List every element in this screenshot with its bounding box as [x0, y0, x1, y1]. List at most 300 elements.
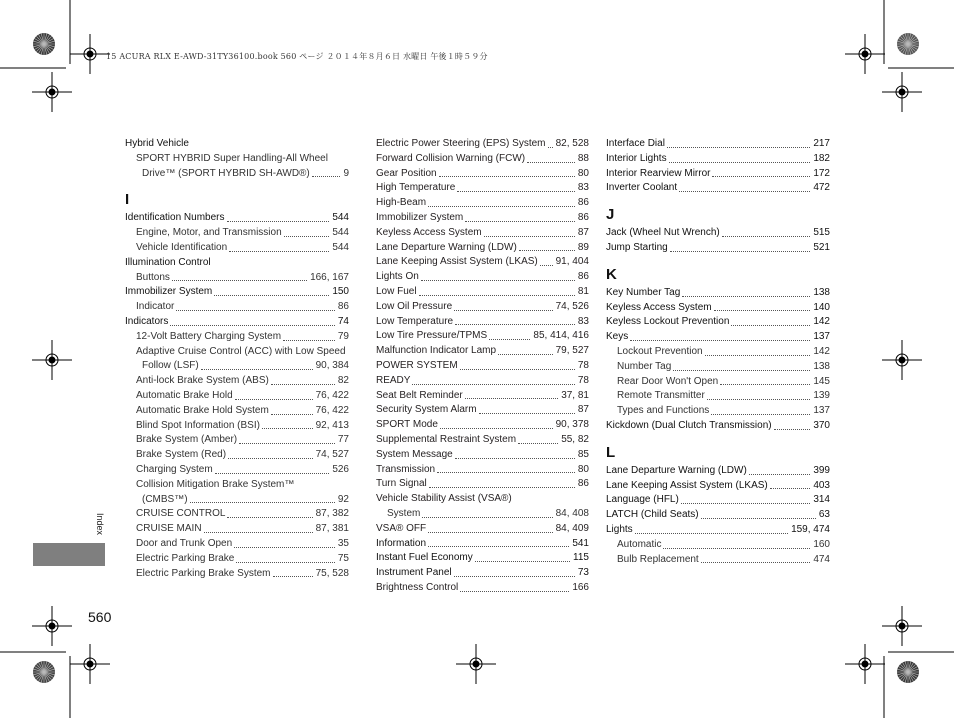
- entry-page-ref[interactable]: 84, 409: [555, 522, 589, 534]
- index-entry: [376, 181, 589, 196]
- entry-term: Instant Fuel Economy: [376, 552, 473, 564]
- entry-page-ref[interactable]: 87: [577, 226, 589, 238]
- entry-page-ref[interactable]: 87, 381: [315, 523, 349, 535]
- entry-term: Kickdown (Dual Clutch Transmission): [606, 419, 772, 431]
- index-entry: [125, 359, 349, 374]
- entry-term: Anti-lock Brake System (ABS): [136, 375, 269, 387]
- dot-leader: [707, 389, 811, 400]
- dot-leader: [667, 137, 810, 148]
- dot-leader: [215, 463, 330, 474]
- index-entry: [376, 448, 589, 463]
- index-entry: [606, 375, 830, 390]
- index-entry: [606, 137, 830, 152]
- dot-leader: [518, 433, 558, 444]
- entry-page-ref[interactable]: 137: [813, 405, 830, 417]
- index-entry: [125, 389, 349, 404]
- entry-term: System Message: [376, 448, 453, 460]
- index-entry: [606, 419, 830, 434]
- index-entry: [125, 522, 349, 537]
- entry-term: Lights: [606, 523, 633, 535]
- dot-leader: [701, 553, 811, 564]
- entry-term: Gear Position: [376, 167, 437, 179]
- entry-page-ref[interactable]: 140: [813, 301, 830, 313]
- dot-leader: [440, 418, 553, 429]
- dot-leader: [749, 464, 811, 475]
- entry-term: Keys: [606, 331, 629, 343]
- index-column-2: [376, 137, 589, 596]
- entry-term: CRUISE CONTROL: [136, 508, 226, 520]
- entry-term: Inverter Coolant: [606, 182, 678, 194]
- index-entry: [125, 345, 349, 360]
- entry-term: Lane Keeping Assist System (LKAS): [606, 479, 768, 491]
- entry-page-ref[interactable]: 544: [332, 227, 349, 239]
- dot-leader: [422, 507, 552, 518]
- dot-leader: [428, 196, 575, 207]
- entry-term: Indicators: [125, 315, 169, 327]
- entry-page-ref[interactable]: 403: [813, 479, 830, 491]
- index-entry: [606, 464, 830, 479]
- index-entry: [376, 315, 589, 330]
- entry-term: Hybrid Vehicle: [125, 138, 189, 149]
- entry-term: High Temperature: [376, 182, 456, 194]
- page-number: 560: [88, 609, 112, 625]
- index-entry: [125, 315, 349, 330]
- index-entry: [606, 389, 830, 404]
- color-rosette-icon: [897, 661, 919, 683]
- entry-page-ref[interactable]: 55, 82: [561, 433, 589, 445]
- entry-page-ref[interactable]: 76, 422: [315, 404, 349, 416]
- registration-target-icon: [32, 340, 72, 380]
- color-rosette-icon: [33, 33, 55, 55]
- entry-page-ref[interactable]: 92, 413: [315, 419, 349, 431]
- entry-term: Automatic: [617, 538, 662, 550]
- entry-page-ref[interactable]: 314: [813, 494, 830, 506]
- entry-term: System: [387, 507, 421, 519]
- entry-page-ref[interactable]: 86: [577, 271, 589, 283]
- index-entry: [376, 566, 589, 581]
- index-entry: [376, 137, 589, 152]
- index-entry: [376, 403, 589, 418]
- index-entry: [376, 329, 589, 344]
- dot-leader: [479, 403, 575, 414]
- dot-leader: [437, 463, 575, 474]
- index-entry: [125, 137, 349, 152]
- dot-leader: [312, 167, 341, 178]
- entry-page-ref[interactable]: 166: [572, 581, 589, 593]
- entry-page-ref[interactable]: 75: [337, 552, 349, 564]
- index-entry: [125, 271, 349, 286]
- index-column-3: [606, 137, 830, 567]
- dot-leader: [460, 581, 569, 592]
- entry-page-ref[interactable]: 92: [337, 493, 349, 505]
- dot-leader: [439, 167, 575, 178]
- registration-target-icon: [882, 72, 922, 112]
- entry-term: LATCH (Child Seats): [606, 509, 699, 521]
- index-entry: [606, 553, 830, 568]
- index-entry: [125, 433, 349, 448]
- registration-target-icon: [70, 34, 110, 74]
- entry-term: Drive™ (SPORT HYBRID SH-AWD®): [142, 167, 310, 179]
- dot-leader: [498, 344, 553, 355]
- entry-term: Keyless Access System: [606, 301, 712, 313]
- dot-leader: [722, 226, 811, 237]
- index-entry: [125, 241, 349, 256]
- index-entry: [376, 551, 589, 566]
- index-entry: [606, 360, 830, 375]
- entry-term: Turn Signal: [376, 478, 427, 490]
- entry-term: Illumination Control: [125, 256, 211, 268]
- entry-page-ref[interactable]: 139: [813, 390, 830, 402]
- entry-page-ref[interactable]: 159, 474: [791, 523, 830, 535]
- index-column-1: [125, 137, 349, 581]
- entry-page-ref[interactable]: 472: [813, 182, 830, 194]
- entry-page-ref[interactable]: 150: [332, 286, 349, 298]
- entry-term: Types and Functions: [617, 405, 710, 417]
- entry-term: Brake System (Amber): [136, 434, 238, 446]
- entry-page-ref[interactable]: 84, 408: [555, 507, 589, 519]
- entry-page-ref[interactable]: 89: [577, 241, 589, 253]
- entry-term: Supplemental Restraint System: [376, 433, 517, 445]
- dot-leader: [457, 181, 575, 192]
- index-entry: [125, 404, 349, 419]
- index-entry: [376, 433, 589, 448]
- entry-term: Blind Spot Information (BSI): [136, 419, 260, 431]
- dot-leader: [172, 271, 307, 282]
- index-entry: [125, 374, 349, 389]
- entry-term: Seat Belt Reminder: [376, 389, 463, 401]
- dot-leader: [229, 241, 329, 252]
- entry-page-ref[interactable]: 85: [577, 448, 589, 460]
- entry-term: Charging System: [136, 463, 213, 475]
- entry-page-ref[interactable]: 82: [337, 375, 349, 387]
- entry-page-ref[interactable]: 91, 404: [555, 256, 589, 268]
- index-entry: [606, 538, 830, 553]
- dot-leader: [705, 345, 811, 356]
- entry-page-ref[interactable]: 515: [813, 227, 830, 239]
- dot-leader: [714, 301, 811, 312]
- dot-leader: [489, 329, 530, 340]
- entry-term: Brightness Control: [376, 581, 459, 593]
- dot-leader: [239, 433, 335, 444]
- entry-page-ref[interactable]: 80: [577, 463, 589, 475]
- index-entry: [125, 552, 349, 567]
- index-entry: [125, 330, 349, 345]
- entry-term: Adaptive Cruise Control (ACC) with Low Speed: [136, 345, 346, 357]
- dot-leader: [176, 300, 335, 311]
- index-entry: [376, 374, 589, 389]
- dot-leader: [679, 181, 810, 192]
- index-entry: [376, 270, 589, 285]
- index-entry: [376, 344, 589, 359]
- entry-term: Bulb Replacement: [617, 553, 699, 565]
- index-entry: [125, 567, 349, 582]
- entry-page-ref[interactable]: 544: [332, 241, 349, 253]
- dot-leader: [774, 419, 811, 430]
- dot-leader: [682, 286, 810, 297]
- dot-leader: [429, 477, 575, 488]
- entry-term: Brake System (Red): [136, 449, 227, 461]
- dot-leader: [519, 241, 575, 252]
- registration-target-icon: [32, 72, 72, 112]
- index-entry: [376, 389, 589, 404]
- index-entry: [376, 196, 589, 211]
- dot-leader: [673, 360, 810, 371]
- index-entry: [376, 507, 589, 522]
- entry-page-ref[interactable]: 87: [577, 404, 589, 416]
- entry-term: SPORT HYBRID Super Handling-All Wheel: [136, 152, 328, 164]
- entry-page-ref[interactable]: 83: [577, 182, 589, 194]
- dot-leader: [170, 315, 335, 326]
- entry-page-ref[interactable]: 142: [813, 345, 830, 357]
- entry-page-ref[interactable]: 138: [813, 286, 830, 298]
- dot-leader: [720, 375, 810, 386]
- entry-term: Door and Trunk Open: [136, 537, 233, 549]
- index-entry: [376, 167, 589, 182]
- entry-term: Engine, Motor, and Transmission: [136, 227, 282, 239]
- entry-term: 12-Volt Battery Charging System: [136, 330, 282, 342]
- entry-term: Information: [376, 537, 427, 549]
- entry-term: Lane Departure Warning (LDW): [376, 241, 517, 253]
- entry-page-ref[interactable]: 79, 527: [555, 345, 589, 357]
- dot-leader: [428, 537, 569, 548]
- dot-leader: [770, 479, 811, 490]
- entry-page-ref[interactable]: 142: [813, 316, 830, 328]
- entry-term: Low Temperature: [376, 315, 454, 327]
- entry-term: Immobilizer System: [376, 211, 464, 223]
- entry-page-ref[interactable]: 76, 422: [315, 389, 349, 401]
- index-entry: [606, 345, 830, 360]
- dot-leader: [234, 537, 335, 548]
- registration-target-icon: [882, 606, 922, 646]
- dot-leader: [711, 404, 810, 415]
- entry-page-ref[interactable]: 9: [343, 167, 349, 179]
- index-entry: [606, 523, 830, 538]
- index-entry: [125, 463, 349, 478]
- index-entry: [376, 300, 589, 315]
- entry-page-ref[interactable]: 474: [813, 553, 830, 565]
- entry-term: Buttons: [136, 271, 170, 283]
- index-entry: [606, 226, 830, 241]
- index-entry: [606, 301, 830, 316]
- dot-leader: [681, 493, 810, 504]
- entry-page-ref[interactable]: 160: [813, 538, 830, 550]
- dot-leader: [271, 374, 335, 385]
- entry-term: Lockout Prevention: [617, 345, 703, 357]
- registration-target-icon: [845, 34, 885, 74]
- index-entry: [376, 359, 589, 374]
- entry-page-ref[interactable]: 74: [337, 315, 349, 327]
- dot-leader: [419, 285, 575, 296]
- entry-term: Interior Lights: [606, 152, 667, 164]
- entry-term: Keyless Lockout Prevention: [606, 316, 730, 328]
- index-entry: [606, 508, 830, 523]
- entry-page-ref[interactable]: 370: [813, 419, 830, 431]
- index-entry: [125, 537, 349, 552]
- entry-term: Keyless Access System: [376, 226, 482, 238]
- entry-page-ref[interactable]: 172: [813, 167, 830, 179]
- dot-leader: [465, 389, 558, 400]
- entry-page-ref[interactable]: 80: [577, 167, 589, 179]
- entry-page-ref[interactable]: 74, 526: [555, 300, 589, 312]
- entry-page-ref[interactable]: 83: [577, 315, 589, 327]
- entry-page-ref[interactable]: 73: [577, 567, 589, 579]
- entry-page-ref[interactable]: 35: [337, 537, 349, 549]
- index-entry: [125, 419, 349, 434]
- dot-leader: [454, 566, 575, 577]
- section-tab[interactable]: [33, 543, 105, 566]
- index-entry: [125, 285, 349, 300]
- entry-term: Lights On: [376, 271, 419, 283]
- entry-page-ref[interactable]: 74, 527: [315, 449, 349, 461]
- entry-term: Automatic Brake Hold: [136, 389, 233, 401]
- registration-target-icon: [32, 606, 72, 646]
- section-letter: J: [606, 206, 615, 224]
- entry-term: Electric Parking Brake System: [136, 567, 271, 579]
- entry-term: Low Oil Pressure: [376, 300, 453, 312]
- entry-page-ref[interactable]: 75, 528: [315, 567, 349, 579]
- entry-page-ref[interactable]: 37, 81: [561, 389, 589, 401]
- entry-term: Forward Collision Warning (FCW): [376, 152, 526, 164]
- dot-leader: [731, 315, 810, 326]
- dot-leader: [669, 152, 811, 163]
- entry-page-ref[interactable]: 145: [813, 375, 830, 387]
- entry-term: Jack (Wheel Nut Wrench): [606, 227, 720, 239]
- index-entry: [376, 255, 589, 270]
- index-entry: [376, 492, 589, 507]
- index-entry: [125, 256, 349, 271]
- entry-page-ref[interactable]: 541: [572, 537, 589, 549]
- dot-leader: [635, 523, 788, 534]
- entry-term: Indicator: [136, 301, 175, 313]
- entry-page-ref[interactable]: 86: [577, 197, 589, 209]
- index-entry: [125, 493, 349, 508]
- entry-term: POWER SYSTEM: [376, 359, 458, 371]
- dot-leader: [273, 567, 313, 578]
- entry-page-ref[interactable]: 521: [813, 241, 830, 253]
- index-entry: [125, 507, 349, 522]
- dot-leader: [262, 419, 313, 430]
- dot-leader: [548, 137, 553, 148]
- index-entry: [606, 152, 830, 167]
- entry-term: Security System Alarm: [376, 404, 477, 416]
- entry-page-ref[interactable]: 78: [577, 359, 589, 371]
- entry-page-ref[interactable]: 88: [577, 152, 589, 164]
- entry-page-ref[interactable]: 86: [337, 301, 349, 313]
- entry-page-ref[interactable]: 138: [813, 360, 830, 372]
- dot-leader: [527, 152, 575, 163]
- entry-term: Interface Dial: [606, 138, 665, 149]
- index-entry: [376, 285, 589, 300]
- dot-leader: [455, 448, 575, 459]
- index-entry: [125, 152, 349, 167]
- entry-term: Identification Numbers: [125, 212, 225, 224]
- entry-page-ref[interactable]: 115: [573, 552, 589, 564]
- entry-term: Rear Door Won't Open: [617, 375, 719, 387]
- entry-page-ref[interactable]: 86: [577, 478, 589, 490]
- section-letter: K: [606, 265, 617, 283]
- dot-leader: [227, 507, 312, 518]
- entry-page-ref[interactable]: 526: [332, 463, 349, 475]
- entry-page-ref[interactable]: 78: [577, 374, 589, 386]
- entry-page-ref[interactable]: 399: [813, 464, 830, 476]
- dot-leader: [412, 374, 574, 385]
- dot-leader: [283, 330, 335, 341]
- entry-term: Transmission: [376, 463, 436, 475]
- entry-page-ref[interactable]: 182: [813, 152, 830, 164]
- dot-leader: [540, 255, 553, 266]
- entry-page-ref[interactable]: 86: [577, 211, 589, 223]
- index-entry: [606, 479, 830, 494]
- dot-leader: [190, 493, 335, 504]
- index-entry: [125, 448, 349, 463]
- entry-page-ref[interactable]: 90, 378: [555, 419, 589, 431]
- index-entry: [376, 211, 589, 226]
- entry-term: Key Number Tag: [606, 286, 681, 298]
- registration-target-icon: [845, 644, 885, 684]
- entry-page-ref[interactable]: 217: [813, 138, 830, 149]
- index-entry: [376, 477, 589, 492]
- entry-term: High-Beam: [376, 197, 427, 209]
- entry-term: Electric Parking Brake: [136, 552, 235, 564]
- dot-leader: [201, 359, 313, 370]
- index-entry: [606, 167, 830, 182]
- index-entry: [606, 330, 830, 345]
- index-entry: [606, 493, 830, 508]
- index-entry: [376, 463, 589, 478]
- entry-page-ref[interactable]: 137: [813, 331, 830, 343]
- entry-page-ref[interactable]: 85, 414, 416: [533, 330, 589, 342]
- index-entry: [125, 211, 349, 226]
- index-entry: [376, 581, 589, 596]
- entry-term: Lane Keeping Assist System (LKAS): [376, 256, 538, 268]
- index-entry: [376, 226, 589, 241]
- section-letter: L: [606, 443, 616, 461]
- color-rosette-icon: [33, 661, 55, 683]
- section-letter: I: [125, 191, 130, 209]
- entry-term: Immobilizer System: [125, 286, 213, 298]
- dot-leader: [421, 270, 575, 281]
- dot-leader: [214, 285, 329, 296]
- entry-page-ref[interactable]: 166, 167: [310, 271, 349, 283]
- entry-term: Low Fuel: [376, 285, 417, 297]
- dot-leader: [428, 522, 552, 533]
- entry-term: READY: [376, 374, 411, 386]
- entry-page-ref[interactable]: 87, 382: [315, 508, 349, 520]
- entry-term: Vehicle Identification: [136, 241, 228, 253]
- entry-term: Low Tire Pressure/TPMS: [376, 330, 488, 342]
- entry-term: SPORT Mode: [376, 419, 438, 431]
- entry-term: Jump Starting: [606, 241, 668, 253]
- entry-page-ref[interactable]: 81: [577, 285, 589, 297]
- entry-term: Instrument Panel: [376, 567, 452, 579]
- index-entry: [376, 522, 589, 537]
- entry-page-ref[interactable]: 77: [337, 434, 349, 446]
- print-file-info: 15 ACURA RLX E-AWD-31TY36100.book 560 ページ ２０１４年８月６日 水曜日 午後１時５９分: [106, 52, 488, 61]
- entry-term: Lane Departure Warning (LDW): [606, 464, 747, 476]
- dot-leader: [235, 389, 313, 400]
- dot-leader: [663, 538, 810, 549]
- index-entry: [606, 286, 830, 301]
- index-entry: [125, 226, 349, 241]
- entry-page-ref[interactable]: 79: [337, 330, 349, 342]
- entry-page-ref[interactable]: 63: [818, 509, 830, 521]
- index-entry: [606, 181, 830, 196]
- entry-page-ref[interactable]: 544: [332, 212, 349, 224]
- index-entry: [606, 241, 830, 256]
- entry-page-ref[interactable]: 82, 528: [555, 138, 589, 149]
- entry-page-ref[interactable]: 90, 384: [315, 360, 349, 372]
- index-entry: [125, 478, 349, 493]
